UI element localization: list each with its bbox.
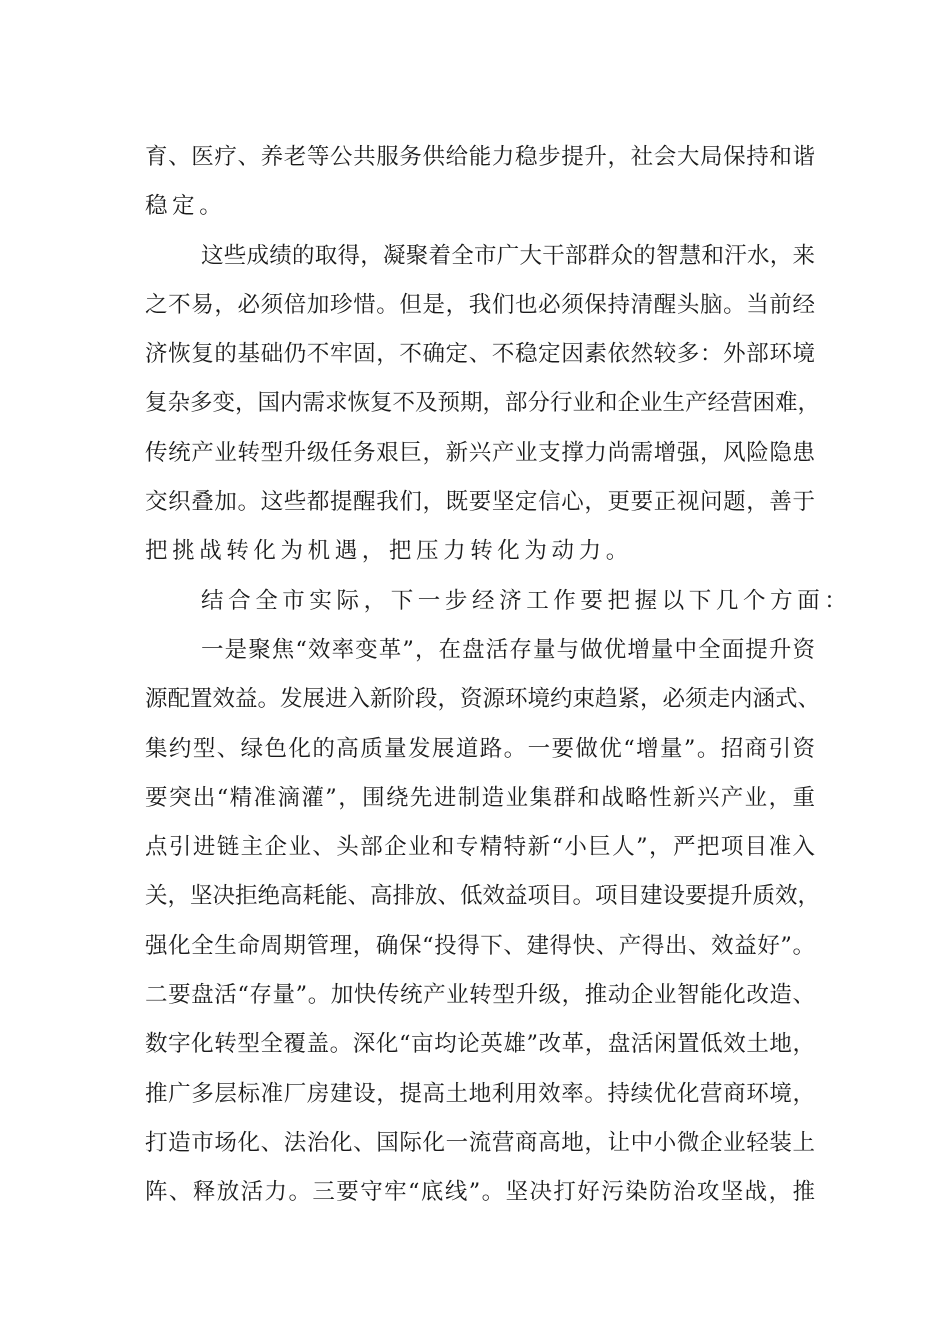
text-line: 阵、释放活力。三要守牢“底线”。坚决打好污染防治攻坚战，推 bbox=[145, 1179, 815, 1206]
text-line: 推广多层标准厂房建设，提高土地利用效率。持续优化营商环境， bbox=[145, 1080, 815, 1107]
text-line: 源配置效益。发展进入新阶段，资源环境约束趋紧，必须走内涵式、 bbox=[145, 686, 821, 713]
text-line: 稳定。 bbox=[145, 193, 227, 220]
text-line: 点引进链主企业、头部企业和专精特新“小巨人”，严把项目准入 bbox=[145, 834, 815, 861]
text-line: 济恢复的基础仍不牢固，不确定、不稳定因素依然较多：外部环境 bbox=[145, 341, 815, 368]
text-line: 育、医疗、养老等公共服务供给能力稳步提升，社会大局保持和谐 bbox=[145, 144, 815, 170]
text-line: 二要盘活“存量”。加快传统产业转型升级，推动企业智能化改造、 bbox=[145, 982, 815, 1009]
text-line: 打造市场化、法治化、国际化一流营商高地，让中小微企业轻装上 bbox=[145, 1129, 815, 1156]
text-line: 关，坚决拒绝高耗能、高排放、低效益项目。项目建设要提升质效， bbox=[145, 883, 821, 910]
text-line: 强化全生命周期管理，确保“投得下、建得快、产得出、效益好”。 bbox=[145, 932, 815, 959]
text-line: 复杂多变，国内需求恢复不及预期，部分行业和企业生产经营困难， bbox=[145, 390, 821, 417]
text-line: 数字化转型全覆盖。深化“亩均论英雄”改革，盘活闲置低效土地， bbox=[145, 1031, 815, 1058]
text-line: 集约型、绿色化的高质量发展道路。一要做优“增量”。招商引资 bbox=[145, 735, 815, 762]
text-line: 传统产业转型升级任务艰巨，新兴产业支撑力尚需增强，风险隐患 bbox=[145, 439, 815, 466]
text-line: 要突出“精准滴灌”，围绕先进制造业集群和战略性新兴产业，重 bbox=[145, 784, 815, 811]
text-line: 交织叠加。这些都提醒我们，既要坚定信心，更要正视问题，善于 bbox=[145, 489, 815, 516]
text-line: 把挑战转化为机遇，把压力转化为动力。 bbox=[145, 538, 633, 565]
body-text bbox=[145, 133, 852, 1218]
paragraph-start-line: 结合全市实际，下一步经济工作要把握以下几个方面： bbox=[201, 587, 852, 614]
paragraph-start-line: 这些成绩的取得，凝聚着全市广大干部群众的智慧和汗水，来 bbox=[201, 242, 815, 269]
paragraph-start-line: 一是聚焦“效率变革”，在盘活存量与做优增量中全面提升资 bbox=[201, 636, 815, 663]
text-line: 之不易，必须倍加珍惜。但是，我们也必须保持清醒头脑。当前经 bbox=[145, 291, 815, 318]
